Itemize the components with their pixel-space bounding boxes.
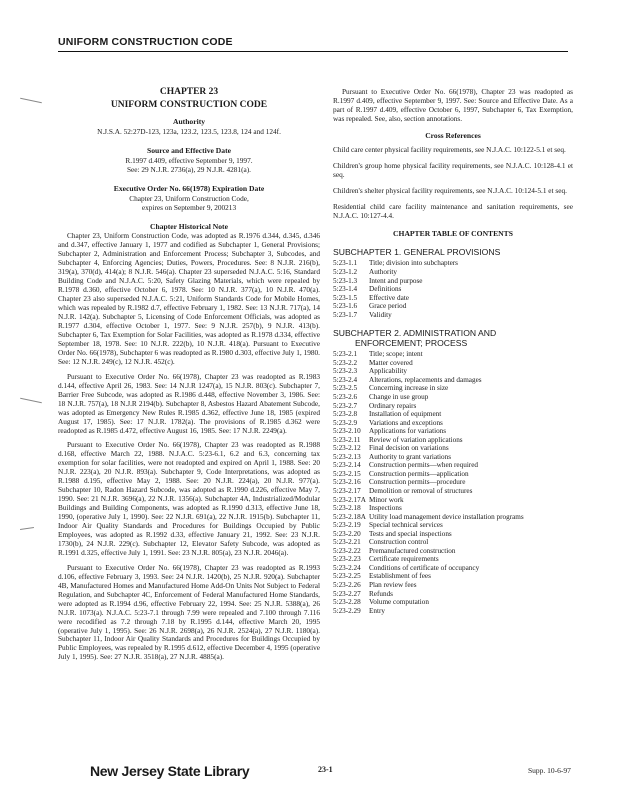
cross-reference-item: Children's group home physical facility requirements, see N.J.A.C. 10:128-4.1 et seq.: [333, 160, 573, 179]
toc-entry: [333, 598, 573, 607]
toc-entry: [333, 453, 573, 462]
toc-section-title: Intent and purpose: [369, 276, 423, 285]
eo-expiration-heading: Executive Order No. 66(1978) Expiration Date: [113, 183, 265, 193]
toc-section-title: Title; division into subchapters: [369, 259, 458, 268]
subchapter-1-list: [333, 259, 573, 319]
historical-paragraph: Pursuant to Executive Order No. 66(1978), Chapter 23 was readopted as R.1988 d.168, effective March 22, 1988. N.J.A.C. 5:23-6.1, 6.2 and 6.3, concerning tax exemption for solar facilities, were not readopted and expired on April 1, 1988. See: 20 N.J.R. 223(a), 20 N.J.R. 893(a). Subchapter 9, Code Interpretations, was adopted as R.1988 d.195, effective May 2, 1988. See: 20 N.J.R. 224(a), 20 N.J.R. 977(a). Subchapter 10, Radon Hazard Subcode, was adopted as R.1990 d.226, effective May 7, 1990. See: 21 N.J.R. 3696(a), 22 N.J.R. 1356(a). Subchapter 4A, Industrialized/Modular Buildings and Building Components, was adopted as R.1990 d.313, effective June 18, 1990, (operative July 1, 1990). See: 22 N.J.R. 691(a), 22 N.J.R. 1915(b). Subchapter 11, Indoor Air Quality Standards and Procedures for Buildings Occupied by Public Employees, was adopted as R.1992 d.33, effective January 21, 1992. See: 23 N.J.R. 1730(b), 24 N.J.R. 229(c). Subchapter 12, Elevator Safety Subcode, was adopted as R.1991 d.325, effective July 1, 1991. See: 23 N.J.R. 805(a), 23 N.J.R. 2046(a).: [58, 440, 320, 557]
toc-entry: [333, 402, 573, 411]
source-line: See: 29 N.J.R. 2736(a), 29 N.J.R. 4281(a).: [126, 164, 252, 174]
toc-entry: [333, 268, 573, 277]
subchapter-2-title-line: ENFORCEMENT; PROCESS: [355, 338, 468, 349]
authority-heading: Authority: [172, 116, 206, 126]
toc-section-number: 5:23-2.3: [333, 367, 358, 376]
toc-entry: [333, 444, 573, 453]
toc-section-number: 5:23-2.26: [333, 581, 361, 590]
historical-paragraph: Chapter 23, Uniform Construction Code, was adopted as R.1976 d.344, d.345, d.346 and d.347, effective January 1, 1977 and codified as Subchapter 1, General Provisions; Subchapter 2, Administration and Enforcement Process; Subchapter 3, Subcodes, and Subchapter 4, Enforcing Agencies; Duties, Powers, Procedures. See: 8 N.J.R. 216(b), 319(a), 370(d), 414(a); 8 N.J.R. 546(a). Chapter 23 superseded N.J.A.C. 5:16, Standard Building Code and N.J.A.C. 5:20, Safety Glazing Materials, which were repealed by R.1978 d.360, effective October 6, 1978. See: 10 N.J.R. 377(a), 10 N.J.R. 470(a). Chapter 23 also superseded N.J.A.C. 5:21, Uniform Standards Code for Mobile Homes, which was repealed by R.1982 d.7, effective February 1, 1982. See: 13 N.J.R. 717(a), 14 N.J.R. 142(a). Subchapter 5, Licensing of Code Enforcement Officials, was adopted as R.1977 d.304, effective October 1, 1977. See: 9 N.J.R. 257(b), 9 N.J.R. 413(b). Subchapter 6, Tax Exemption for Solar Facilities, was adopted as R.1978 d.334, effective September 18, 1978. See: 10 N.J.R. 222(b), 10 N.J.R. 418(a). Pursuant to Executive Order No. 66(1978), Subchapter 6 was readopted as R.1980 d.303, effective July 1, 1980. See: 12 N.J.R. 249(c), 12 N.J.R. 452(c).: [58, 231, 320, 366]
toc-section-title: Validity: [369, 310, 392, 319]
source-line: R.1997 d.409, effective September 9, 1997.: [125, 155, 253, 165]
toc-section-number: 5:23-2.12: [333, 444, 361, 453]
toc-entry: [333, 607, 573, 616]
toc-entry: [333, 530, 573, 539]
header-rule: [58, 51, 568, 52]
toc-section-title: Alterations, replacements and damages: [369, 375, 482, 384]
toc-entry: [333, 376, 573, 385]
cross-references-heading: Cross References: [425, 130, 481, 140]
toc-section-number: 5:23-2.10: [333, 427, 361, 436]
toc-entry: [333, 259, 573, 268]
toc-entry: [333, 410, 573, 419]
toc-section-number: 5:23-2.14: [333, 461, 361, 470]
toc-entry: [333, 436, 573, 445]
toc-section-number: 5:23-2.16: [333, 478, 361, 487]
supplement-date: Supp. 10-6-97: [528, 766, 571, 775]
historical-paragraph: Pursuant to Executive Order No. 66(1978), Chapter 23 was readopted as R.1993 d.106, effective February 3, 1993. See: 24 N.J.R. 1420(b), 25 N.J.R. 920(a). Subchapter 4B, Manufactured Homes and Manufactured Home Add-On Units Not Subject to Federal Regulation, and Subchapter 4C, Enforcement of Federal Manufactured Home Standards, were adopted as R.1994 d.96, effective February 22, 1994. See: 25 N.J.R. 5388(a), 26 N.J.R. 1073(a). N.J.A.C. 5:23-7.1 through 7.99 were repealed and 7.100 through 7.116 were recodified as 7.2 through 7.18 by R.1995 d.144, effective March 20, 1995 (operative July 1, 1995). See: 26 N.J.R. 2698(a), 26 N.J.R. 2524(a), 27 N.J.R. 1180(a). Subchapter 11, Indoor Air Quality Standards and Procedures for Buildings Occupied by Public Employees, was repealed by R.1995 d.612, effective December 4, 1995 (operative July 1, 1995). See: 27 N.J.R. 3518(a), 27 N.J.R. 4885(a).: [58, 562, 320, 662]
toc-section-number: 5:23-2.25: [333, 572, 361, 581]
toc-entry: [333, 572, 573, 581]
toc-entry: [333, 581, 573, 590]
toc-entry: [333, 547, 573, 556]
toc-section-title: Concerning increase in size: [369, 384, 449, 393]
toc-entry: [333, 590, 573, 599]
margin-mark: [20, 527, 34, 530]
toc-section-title: Authority to grant variations: [369, 452, 452, 461]
running-header: [58, 36, 568, 52]
historical-paragraph: Pursuant to Executive Order No. 66(1978), Chapter 23 was readopted as R.1997 d.409, effective September 9, 1997. See: Source and Effective Date. As a part of R.1997 d.409, effective October 6, 1997, Subchapter 6, Tax Exemption, was repealed. See, also, section annotations.: [333, 87, 573, 123]
toc-section-title: Entry: [369, 606, 385, 615]
toc-entry: [333, 487, 573, 496]
toc-entry: [333, 427, 573, 436]
toc-entry: [333, 538, 573, 547]
toc-section-title: Tests and special inspections: [369, 529, 452, 538]
toc-section-title: Applications for variations: [369, 427, 447, 436]
authority-text: N.J.S.A. 52:27D-123, 123a, 123.2, 123.5, 123.8, 124 and 124f.: [97, 126, 281, 136]
toc-section-title: Demolition or removal of structures: [369, 487, 473, 496]
cross-reference-item: Children's shelter physical facility requirements, see N.J.A.C. 10:124-5.1 et seq.: [333, 185, 567, 195]
toc-section-title: Review of variation applications: [369, 435, 463, 444]
toc-section-title: Certificate requirements: [369, 555, 439, 564]
toc-section-title: Ordinary repairs: [369, 401, 417, 410]
toc-entry: [333, 419, 573, 428]
running-title: UNIFORM CONSTRUCTION CODE: [58, 36, 233, 48]
toc-section-title: Construction control: [369, 538, 429, 547]
toc-section-number: 5:23-1.5: [333, 293, 358, 302]
toc-heading: CHAPTER TABLE OF CONTENTS: [393, 229, 513, 239]
toc-entry: [333, 367, 573, 376]
toc-entry: [333, 513, 573, 522]
margin-mark: [20, 98, 42, 104]
toc-section-number: 5:23-2.22: [333, 546, 361, 555]
toc-section-number: 5:23-1.4: [333, 285, 358, 294]
toc-section-title: Matter covered: [369, 358, 413, 367]
toc-section-number: 5:23-2.6: [333, 393, 358, 401]
page-number: 23-1: [318, 765, 333, 774]
subchapter-1-title: SUBCHAPTER 1. GENERAL PROVISIONS: [333, 247, 501, 258]
toc-section-number: 5:23-2.1: [333, 350, 358, 359]
toc-section-title: Plan review fees: [369, 581, 417, 590]
toc-section-number: 5:23-2.23: [333, 555, 361, 564]
eo-expiration-line: Chapter 23, Uniform Construction Code,: [129, 193, 249, 203]
toc-section-number: 5:23-2.21: [333, 538, 361, 547]
toc-section-title: Special technical services: [369, 521, 443, 530]
subchapter-2-title-line: SUBCHAPTER 2. ADMINISTRATION AND: [333, 328, 497, 339]
toc-section-title: Utility load management device installation programs: [369, 512, 524, 521]
right-column: [333, 88, 573, 615]
toc-entry: [333, 504, 573, 513]
toc-section-number: 5:23-2.11: [333, 435, 361, 444]
toc-entry: [333, 302, 573, 311]
toc-entry: [333, 461, 573, 470]
toc-section-title: Construction permits—procedure: [369, 478, 466, 487]
toc-section-number: 5:23-2.19: [333, 521, 361, 530]
toc-entry: [333, 311, 573, 320]
toc-section-title: Conditions of certificate of occupancy: [369, 563, 480, 572]
chapter-title: UNIFORM CONSTRUCTION CODE: [110, 99, 268, 110]
toc-section-title: Minor work: [369, 495, 404, 504]
toc-section-number: 5:23-2.17A: [333, 495, 366, 504]
toc-section-title: Effective date: [369, 293, 409, 302]
toc-section-title: Grace period: [369, 302, 407, 311]
toc-entry: [333, 470, 573, 479]
toc-entry: [333, 393, 573, 402]
toc-section-title: Change in use group: [369, 393, 429, 401]
toc-section-title: Refunds: [369, 589, 393, 598]
toc-entry: [333, 384, 573, 393]
toc-entry: [333, 277, 573, 286]
cross-reference-item: Residential child care facility maintenance and sanitation requirements, see N.J.A.C. 10:127-4.4.: [333, 201, 573, 220]
toc-entry: [333, 555, 573, 564]
toc-section-number: 5:23-2.29: [333, 606, 361, 615]
toc-section-number: 5:23-2.9: [333, 418, 358, 427]
historical-paragraph: Pursuant to Executive Order No. 66(1978), Chapter 23 was readopted as R.1983 d.144, effective April 26, 1983. See: 14 N.J.R 1247(a), 15 N.J.R. 803(c). Subchapter 7, Barrier Free Subcode, was adopted as R.1986 d.448, effective November 3, 1986. See: 18 N.J.R. 757(a), 18 N.J.R 2194(b). Subchapter 8, Asbestos Hazard Abatement Subcode, was adopted as Emergency New Rules R.1985 d.362, effective June 18, 1985 (expired August 17, 1985). See: 17 N.J.R. 1782(a). The provisions of R.1985 d.362 were readopted as R.1985 d.472, effective August 16, 1985. See: 17 N.J.R. 2249(a).: [58, 371, 320, 435]
toc-section-title: Authority: [369, 267, 397, 276]
toc-section-title: Inspections: [369, 504, 402, 513]
historical-note-heading: Chapter Historical Note: [150, 221, 228, 231]
toc-section-number: 5:23-2.24: [333, 563, 361, 572]
source-heading: Source and Effective Date: [146, 145, 231, 155]
toc-section-title: Establishment of fees: [369, 572, 431, 581]
toc-section-title: Volume computation: [369, 598, 429, 607]
toc-section-title: Premanufactured construction: [369, 546, 456, 555]
toc-section-title: Construction permits—application: [369, 469, 469, 478]
toc-section-number: 5:23-1.3: [333, 276, 358, 285]
cross-reference-item: Child care center physical facility requirements, see N.J.A.C. 10:122-5.1 et seq.: [333, 144, 566, 154]
toc-section-number: 5:23-2.4: [333, 375, 358, 384]
toc-section-number: 5:23-2.8: [333, 410, 358, 419]
toc-section-number: 5:23-2.13: [333, 452, 361, 461]
subchapter-2-list: [333, 350, 573, 615]
toc-section-number: 5:23-2.15: [333, 469, 361, 478]
toc-section-number: 5:23-1.2: [333, 267, 358, 276]
toc-section-number: 5:23-2.5: [333, 384, 358, 393]
toc-section-number: 5:23-1.7: [333, 310, 358, 319]
toc-entry: [333, 359, 573, 368]
toc-entry: [333, 294, 573, 303]
toc-section-title: Installation of equipment: [369, 410, 442, 419]
toc-entry: [333, 564, 573, 573]
toc-section-number: 5:23-1.1: [333, 259, 358, 268]
subchapter-2-title: [333, 328, 573, 348]
toc-section-number: 5:23-2.28: [333, 598, 361, 607]
toc-section-title: Applicability: [369, 367, 407, 376]
toc-entry: [333, 350, 573, 359]
toc-section-number: 5:23-2.7: [333, 401, 358, 410]
toc-section-title: Construction permits—when required: [369, 461, 478, 470]
toc-section-title: Definitions: [369, 285, 402, 294]
library-watermark: New Jersey State Library: [90, 763, 250, 779]
toc-entry: [333, 521, 573, 530]
toc-section-number: 5:23-2.17: [333, 487, 361, 496]
left-column: [58, 88, 320, 668]
toc-section-number: 5:23-2.2: [333, 358, 358, 367]
toc-entry: [333, 478, 573, 487]
chapter-number: CHAPTER 23: [159, 87, 219, 97]
toc-section-title: Variations and exceptions: [369, 418, 443, 427]
toc-section-title: Title; scope; intent: [369, 350, 423, 359]
toc-section-number: 5:23-2.27: [333, 589, 361, 598]
toc-section-number: 5:23-2.18: [333, 504, 361, 513]
toc-section-number: 5:23-2.18A: [333, 512, 366, 521]
toc-section-number: 5:23-2.20: [333, 529, 361, 538]
margin-mark: [20, 398, 42, 404]
eo-expiration-line: expires on September 9, 200213: [141, 202, 237, 212]
toc-entry: [333, 285, 573, 294]
toc-section-number: 5:23-1.6: [333, 302, 358, 311]
toc-entry: [333, 496, 573, 505]
toc-section-title: Final decision on variations: [369, 444, 449, 453]
